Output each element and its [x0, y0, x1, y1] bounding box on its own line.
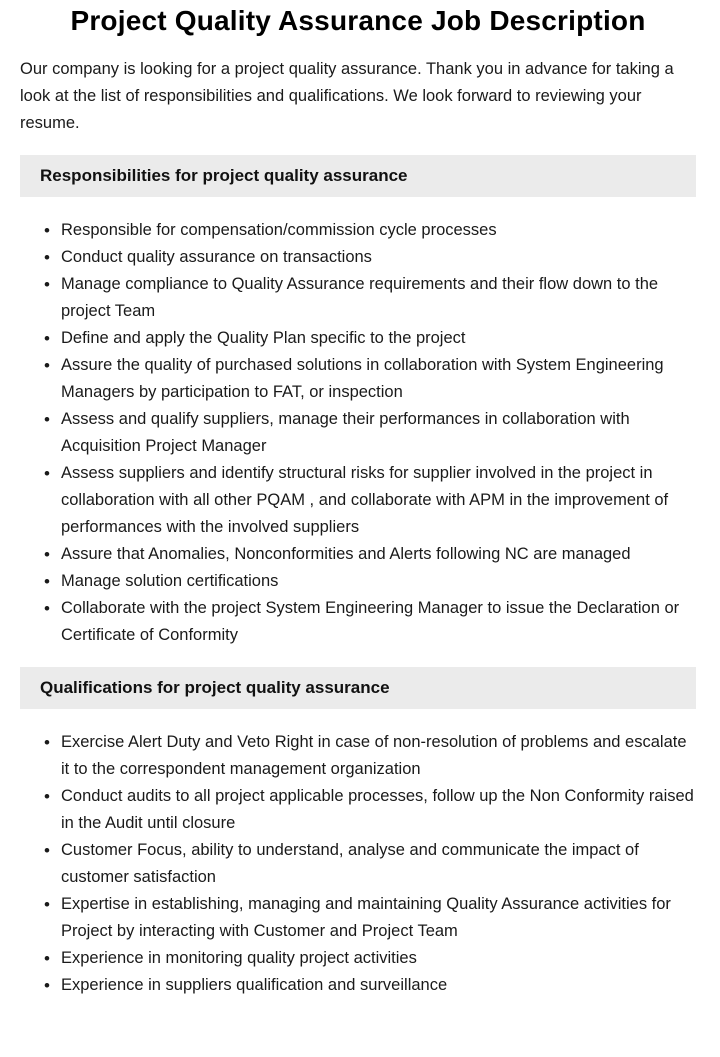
- list-item: • Exercise Alert Duty and Veto Right in case of non-resolution of problems and escalate it to the correspondent management organization: [61, 729, 696, 783]
- list-item: • Expertise in establishing, managing and maintaining Quality Assurance activities for Project by interacting with Customer and Project Team: [61, 891, 696, 945]
- list-item: • Experience in suppliers qualification and surveillance: [61, 972, 696, 999]
- list-item: • Assure the quality of purchased solutions in collaboration with System Engineering Managers by participation to FAT, or inspection: [61, 352, 696, 406]
- list-item: • Manage solution certifications: [61, 568, 696, 595]
- list-item: • Collaborate with the project System Engineering Manager to issue the Declaration or Certificate of Conformity: [61, 595, 696, 649]
- section-heading-responsibilities: Responsibilities for project quality assurance: [20, 155, 696, 197]
- list-item: • Conduct quality assurance on transactions: [61, 244, 696, 271]
- responsibilities-list: [20, 217, 696, 649]
- list-item: • Assure that Anomalies, Nonconformities and Alerts following NC are managed: [61, 541, 696, 568]
- intro-paragraph: Our company is looking for a project quality assurance. Thank you in advance for taking a look at the list of responsibilities and qualifications. We look forward to reviewing your resume.: [20, 60, 674, 132]
- qualifications-list: [20, 729, 696, 999]
- page-title: Project Quality Assurance Job Description: [70, 5, 646, 36]
- list-item: • Experience in monitoring quality project activities: [61, 945, 696, 972]
- list-item: • Manage compliance to Quality Assurance requirements and their flow down to the project Team: [61, 271, 696, 325]
- list-item: • Responsible for compensation/commission cycle processes: [61, 217, 696, 244]
- list-item: • Conduct audits to all project applicable processes, follow up the Non Conformity raised in the Audit until closure: [61, 783, 696, 837]
- list-item: • Define and apply the Quality Plan specific to the project: [61, 325, 696, 352]
- list-item: • Assess suppliers and identify structural risks for supplier involved in the project in collaboration with all other PQAM , and collaborate with APM in the improvement of performances with the involved suppliers: [61, 460, 696, 541]
- list-item: • Customer Focus, ability to understand, analyse and communicate the impact of customer satisfaction: [61, 837, 696, 891]
- section-heading-qualifications: Qualifications for project quality assurance: [20, 667, 696, 709]
- list-item: • Assess and qualify suppliers, manage their performances in collaboration with Acquisition Project Manager: [61, 406, 696, 460]
